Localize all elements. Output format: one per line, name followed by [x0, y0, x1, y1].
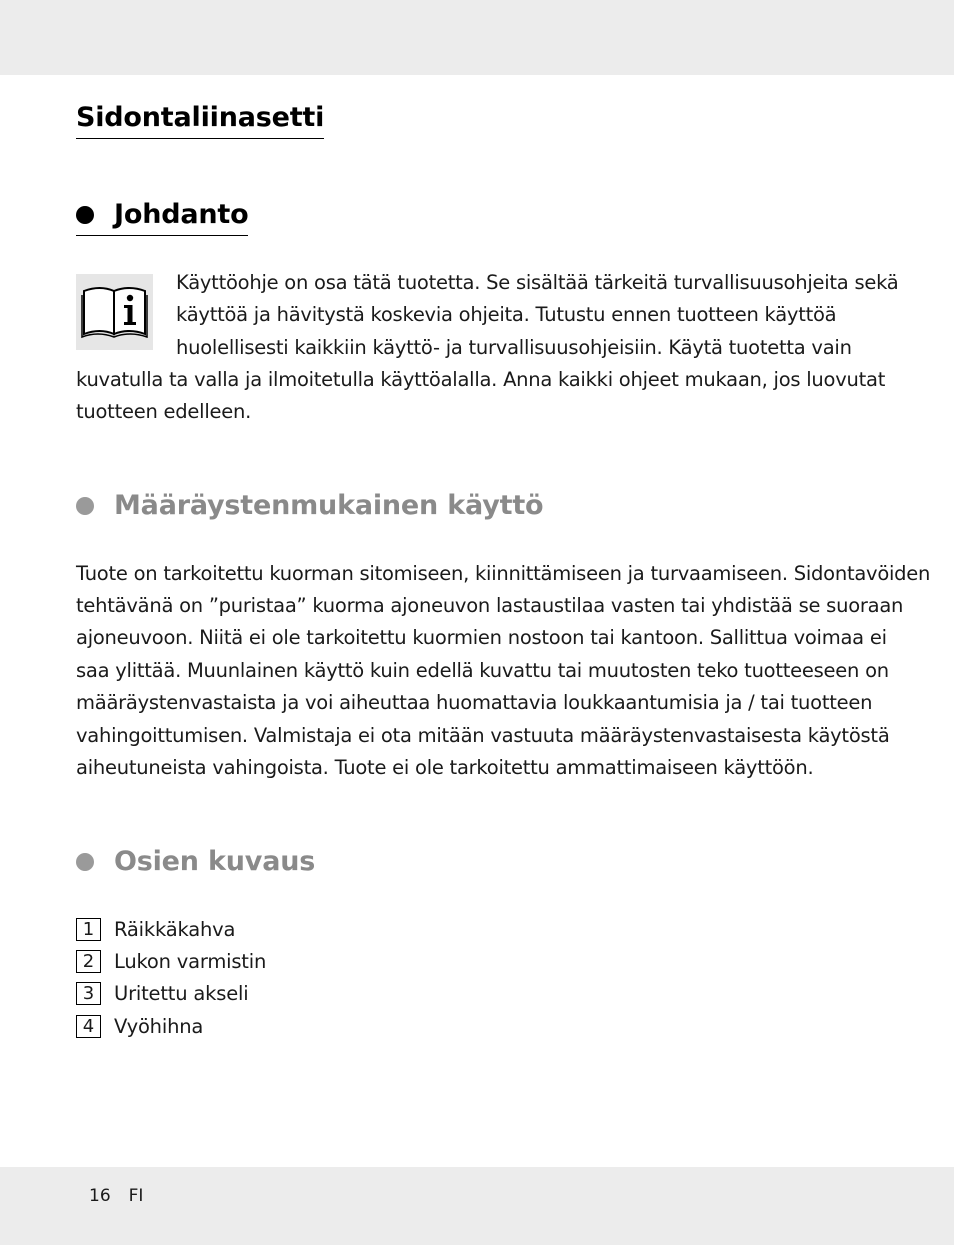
language-code: FI [128, 1186, 144, 1206]
part-label: Uritettu akseli [114, 982, 249, 1006]
part-label: Vyöhihna [114, 1014, 204, 1038]
part-number-box: 2 [76, 950, 101, 973]
page-footer [89, 1186, 143, 1206]
intended-use-line-1: Tuote on tarkoitettu kuorman sitomiseen, kiinnittämiseen ja turvaamiseen. Sidontavöiden [76, 562, 931, 585]
list-item [76, 945, 266, 977]
bullet-icon [76, 497, 94, 515]
list-item [76, 1010, 266, 1042]
list-item [76, 978, 266, 1010]
parts-list [76, 913, 266, 1042]
bullet-icon [76, 206, 94, 224]
intended-use-line-3: ajoneuvoon. Niitä ei ole tarkoitettu kuormien nostoon tai kantoon. Sallittua voimaa ei [76, 626, 887, 649]
footer-band [0, 1167, 954, 1245]
part-number-box: 3 [76, 982, 101, 1005]
intended-use-line-2: tehtävänä on ”puristaa” kuorma ajoneuvon lastaustilaa vasten tai yhdistää se suoraan [76, 594, 904, 617]
section-heading-introduction [76, 197, 248, 236]
part-label: Lukon varmistin [114, 949, 267, 973]
intro-line-3: huolellisesti kaikkiin käyttö- ja turvallisuusohjeisiin. Käytä tuotetta vain [176, 336, 852, 359]
bullet-icon [76, 853, 94, 871]
section-heading-label: Johdanto [114, 199, 249, 230]
list-item [76, 913, 266, 945]
intended-use-line-6: vahingoittumisen. Valmistaja ei ota mitään vastuuta määräystenvastaisesta käytöstä [76, 724, 890, 747]
intro-line-2: käyttöä ja hävitystä koskevia ohjeita. Tutustu ennen tuotteen käyttöä [176, 303, 837, 326]
part-label: Räikkäkahva [114, 917, 236, 941]
intended-use-line-5: määräystenvastaista ja voi aiheuttaa huomattavia loukkaantumisia ja / tai tuotteen [76, 691, 873, 714]
section-heading-label: Määräystenmukainen käyttö [114, 490, 544, 521]
section-heading-intended-use [76, 488, 543, 524]
section-heading-parts [76, 844, 315, 880]
info-book-icon [76, 274, 153, 350]
intro-line-5: tuotteen edelleen. [76, 400, 252, 423]
intended-use-line-4: saa ylittää. Muunlainen käyttö kuin edellä kuvattu tai muutosten teko tuotteeseen on [76, 659, 889, 682]
intro-line-4: kuvatulla ta valla ja ilmoitetulla käyttöalalla. Anna kaikki ohjeet mukaan, jos luovutat [76, 368, 886, 391]
part-number-box: 1 [76, 918, 101, 941]
document-title: Sidontaliinasetti [76, 100, 324, 139]
intro-line-1: Käyttöohje on osa tätä tuotetta. Se sisältää tärkeitä turvallisuusohjeita sekä [176, 271, 899, 294]
part-number-box: 4 [76, 1015, 101, 1038]
info-book-svg [76, 274, 153, 350]
section-heading-label: Osien kuvaus [114, 846, 316, 877]
page-number: 16 [89, 1186, 111, 1206]
intended-use-line-7: aiheutuneista vahingoista. Tuote ei ole tarkoitettu ammattimaiseen käyttöön. [76, 756, 814, 779]
top-margin-band [0, 0, 954, 75]
